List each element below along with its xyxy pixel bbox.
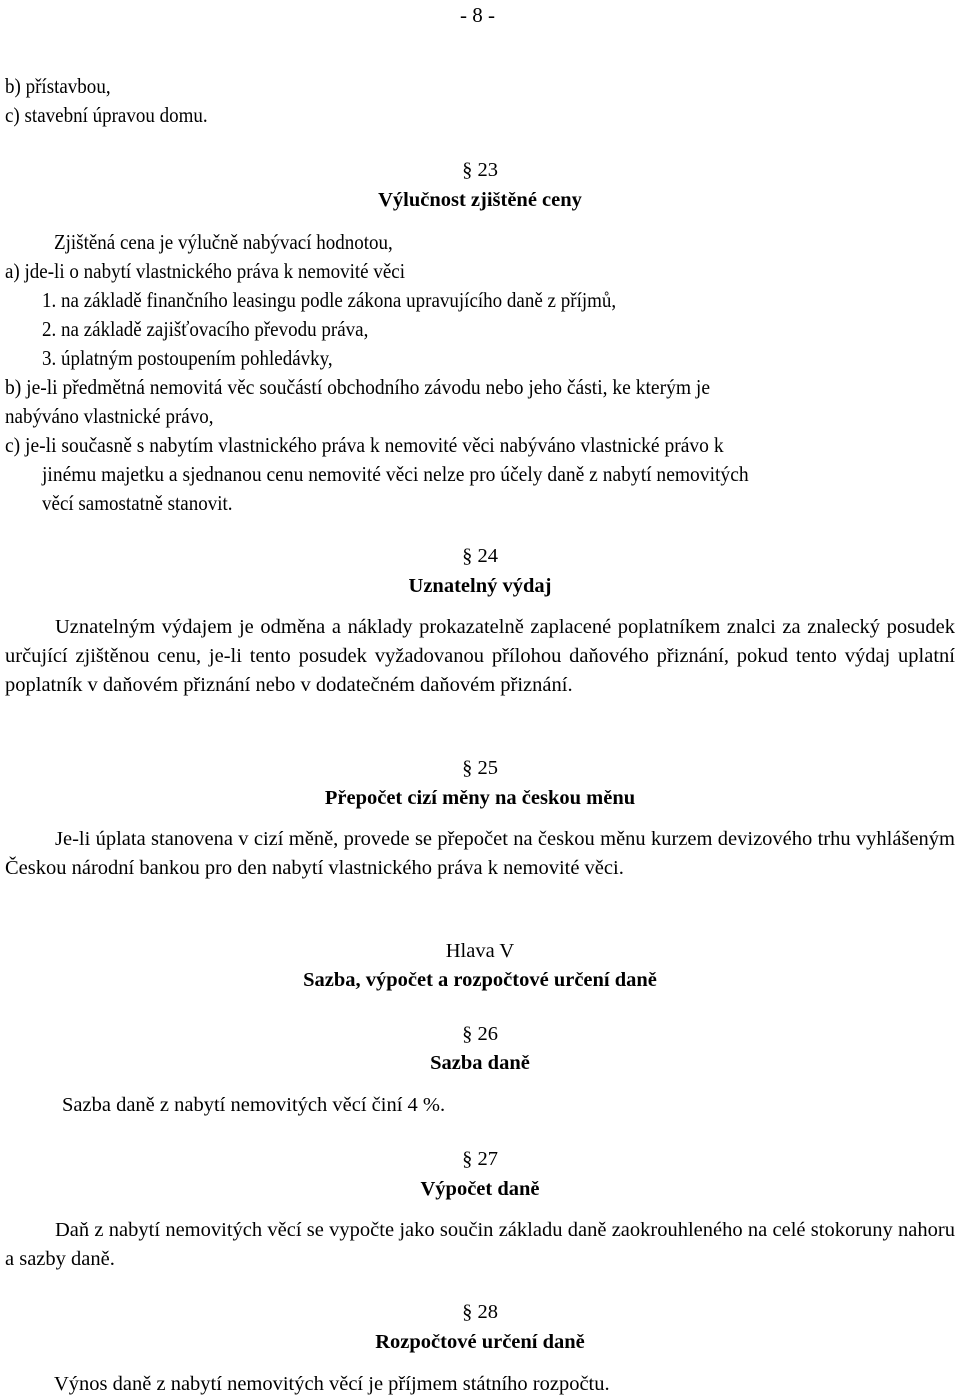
list-item: b) přístavbou,: [5, 74, 111, 98]
section-title: Rozpočtové určení daně: [375, 1331, 585, 1353]
paragraph-line: jinému majetku a sjednanou cenu nemovité věci nelze pro účely daně z nabytí nemovitých: [42, 462, 749, 486]
list-item: a) jde-li o nabytí vlastnického práva k nemovité věci: [5, 259, 406, 283]
section-title: Výpočet daně: [420, 1178, 540, 1200]
section-title: Přepočet cizí měny na českou měnu: [324, 787, 636, 809]
section-sign: § 26: [462, 1023, 498, 1045]
part-label: Hlava V: [445, 940, 515, 962]
section-sign: § 25: [462, 757, 498, 779]
paragraph: Sazba daně z nabytí nemovitých věcí činí 4 %.: [62, 1094, 446, 1116]
list-item: 3. úplatným postoupením pohledávky,: [42, 346, 333, 370]
list-item: b) je-li předmětná nemovitá věc součástí obchodního závodu nebo jeho části, ke kterým je: [5, 375, 711, 399]
section-title: Sazba daně: [430, 1052, 530, 1074]
page-number: - 8 -: [460, 3, 495, 27]
list-item: 1. na základě finančního leasingu podle zákona upravujícího daně z příjmů,: [42, 288, 617, 312]
paragraph-line: věcí samostatně stanovit.: [42, 491, 233, 515]
paragraph: Výnos daně z nabytí nemovitých věcí je příjmem státního rozpočtu.: [54, 1373, 610, 1395]
paragraph: Uznatelným výdajem je odměna a náklady prokazatelně zaplacené poplatníkem znalci za znalecký posudek určující zjištěnou cenu, je-li tento posudek vyžadovanou přílohou daňového přiznání, pokud tento výdaj uplatní poplatník v daňovém přiznání nebo v dodatečném daňovém přiznání.: [5, 616, 955, 696]
paragraph-line: nabýváno vlastnické právo,: [5, 404, 214, 428]
section-title: Uznatelný výdaj: [408, 575, 552, 597]
section-sign: § 28: [462, 1301, 498, 1323]
section-sign: § 27: [462, 1148, 498, 1170]
list-item: c) stavební úpravou domu.: [5, 103, 208, 127]
section-title: Výlučnost zjištěné ceny: [378, 189, 582, 211]
section-sign: § 23: [462, 159, 498, 181]
list-item: c) je-li současně s nabytím vlastnického práva k nemovité věci nabýváno vlastnické právo k: [5, 433, 724, 457]
part-title: Sazba, výpočet a rozpočtové určení daně: [303, 969, 657, 991]
paragraph-line: Zjištěná cena je výlučně nabývací hodnotou,: [54, 230, 393, 254]
paragraph: Je-li úplata stanovena v cizí měně, provede se přepočet na českou měnu kurzem devizového trhu vyhlášeným Českou národní bankou pro den nabytí vlastnického práva k nemovité věci.: [5, 828, 955, 879]
list-item: 2. na základě zajišťovacího převodu práva,: [42, 317, 369, 341]
section-sign: § 24: [462, 545, 498, 567]
paragraph: Daň z nabytí nemovitých věcí se vypočte jako součin základu daně zaokrouhleného na celé stokoruny nahoru a sazby daně.: [5, 1219, 955, 1270]
